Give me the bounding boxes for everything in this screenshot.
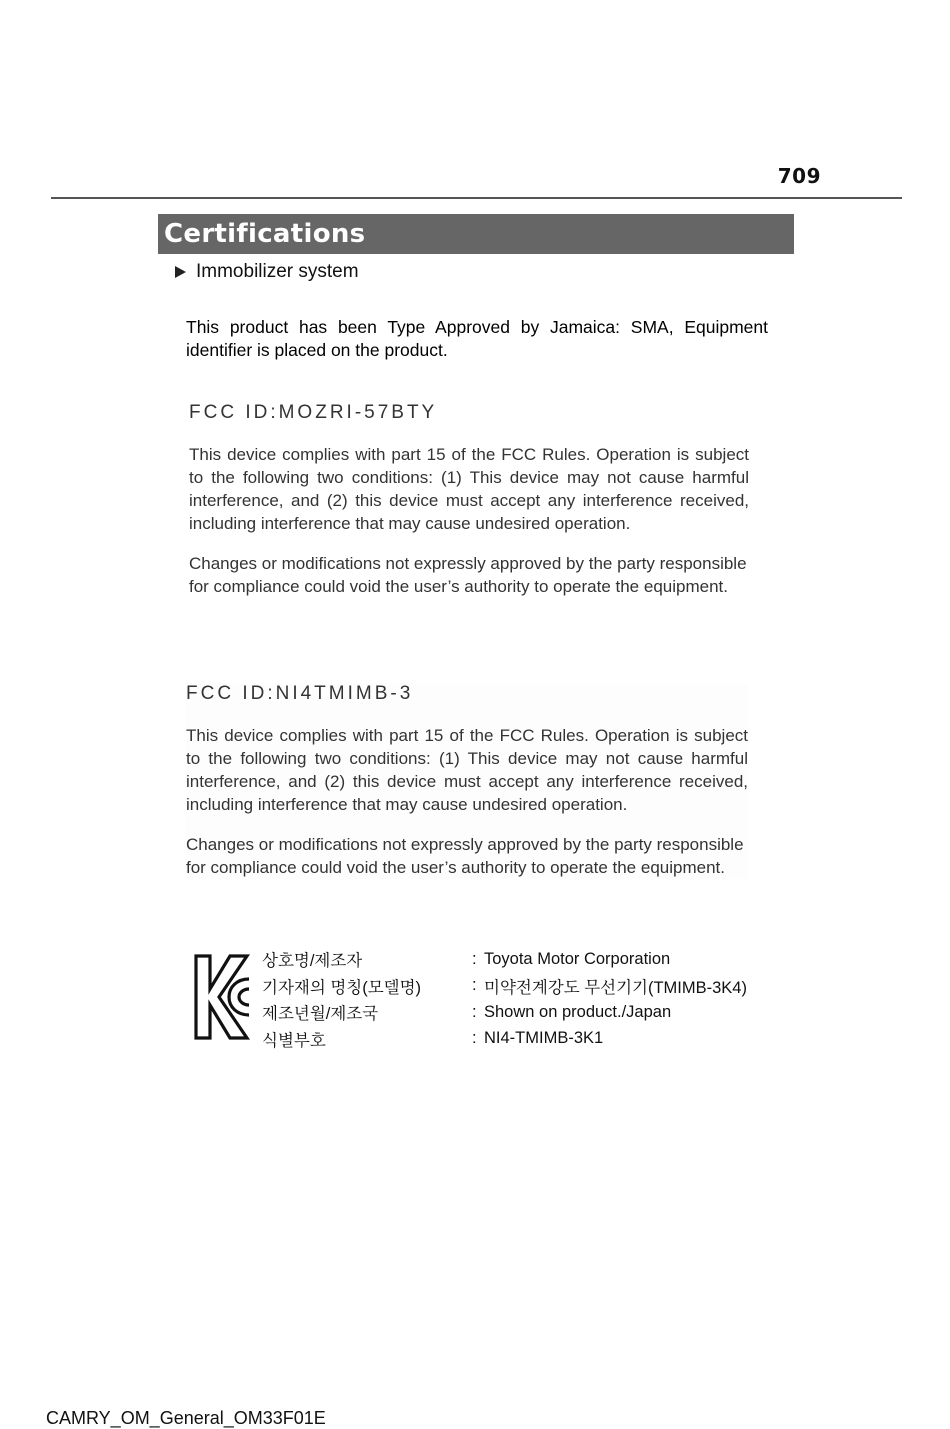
- subsection-label: Immobilizer system: [196, 261, 359, 282]
- page-number: 709: [777, 164, 821, 188]
- kc-colon: :: [472, 949, 477, 968]
- section-title: Certifications: [164, 219, 366, 249]
- fcc-block: [189, 402, 749, 598]
- kc-row: [262, 999, 747, 1026]
- kc-label: 제조년월/제조국: [262, 1005, 379, 1024]
- kc-label: 식별부호: [262, 1031, 326, 1050]
- kc-label: 기자재의 명칭(모델명): [262, 978, 422, 997]
- fcc-block: [186, 683, 748, 879]
- kc-label: 상호명/제조자: [262, 952, 363, 971]
- footer-doc-code: CAMRY_OM_General_OM33F01E: [46, 1408, 326, 1428]
- section-header: [158, 214, 794, 254]
- fcc-changes-text: Changes or modifications not expressly approved by the party responsible for compliance could void the user’s authority to operate the equipment.: [189, 554, 747, 596]
- kc-mark-icon: [193, 953, 251, 1041]
- kc-value: NI4-TMIMB-3K1: [484, 1029, 604, 1048]
- kc-colon: :: [472, 976, 477, 995]
- kc-row: [262, 1026, 747, 1053]
- header-rule: [51, 197, 902, 199]
- kc-certification: [193, 946, 773, 1056]
- kc-value: Toyota Motor Corporation: [484, 949, 671, 968]
- kc-value: 미약전계강도 무선기기(TMIMB-3K4): [484, 978, 747, 997]
- triangle-bullet-icon: [175, 266, 186, 278]
- kc-value: Shown on product./Japan: [484, 1002, 672, 1021]
- jamaica-approval-notice: This product has been Type Approved by Jamaica: SMA, Equipment identifier is placed on the product.: [186, 317, 768, 360]
- kc-colon: :: [472, 1029, 477, 1048]
- fcc-id: FCC ID:MOZRI-57BTY: [189, 402, 438, 423]
- kc-info-table: [262, 946, 747, 1052]
- kc-colon: :: [472, 1002, 477, 1021]
- kc-row: [262, 946, 747, 973]
- fcc-changes-text: Changes or modifications not expressly approved by the party responsible for compliance could void the user’s authority to operate the equipment.: [186, 835, 744, 877]
- fcc-compliance-text: This device complies with part 15 of the FCC Rules. Operation is subject to the following two conditions: (1) This device may not cause harmful interference, and (2) this device must accept any interference received, including interference that may cause undesired operation.: [186, 726, 748, 814]
- fcc-id: FCC ID:NI4TMIMB-3: [186, 683, 414, 704]
- subsection-heading: [175, 261, 359, 283]
- fcc-compliance-text: This device complies with part 15 of the FCC Rules. Operation is subject to the following two conditions: (1) This device may not cause harmful interference, and (2) this device must accept any interference received, including interference that may cause undesired operation.: [189, 445, 749, 533]
- kc-row: [262, 973, 747, 1000]
